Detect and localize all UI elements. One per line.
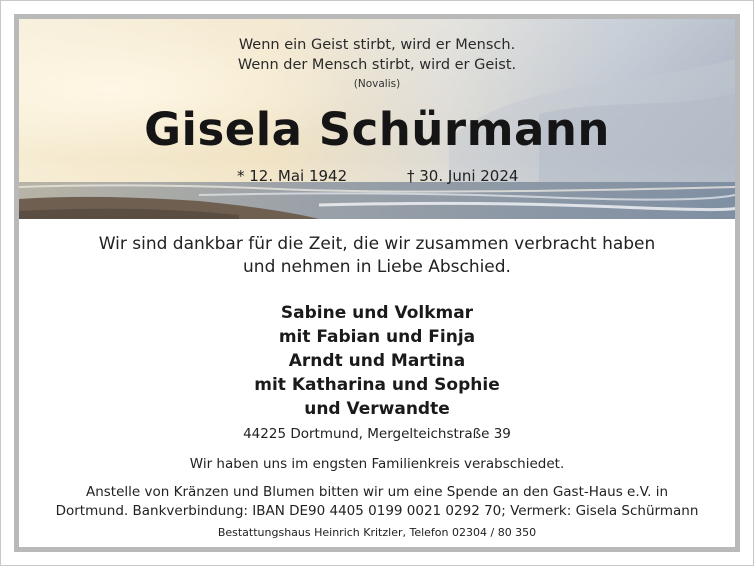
mourner-line: mit Katharina und Sophie: [254, 375, 500, 395]
quote-author: (Novalis): [353, 78, 401, 90]
hero-text-overlay: [19, 19, 735, 219]
donation-request: [19, 483, 735, 521]
donation-line-2: Dortmund. Bankverbindung: IBAN DE90 4405 0199 0021 0292 70; Vermerk: Gisela Schürmann: [55, 503, 699, 519]
deceased-name: Gisela Schürmann: [144, 103, 610, 156]
mourner-line: Sabine und Volkmar: [280, 303, 474, 323]
thanks-line-1: Wir sind dankbar für die Zeit, die wir zusammen verbracht haben: [98, 234, 656, 254]
mourner-line: mit Fabian und Finja: [278, 327, 476, 347]
quote-line-1: Wenn ein Geist stirbt, wird er Mensch.: [238, 37, 516, 53]
thanks-line-2: und nehmen in Liebe Abschied.: [243, 257, 511, 277]
quote-line-2: Wenn der Mensch stirbt, wird er Geist.: [237, 57, 517, 73]
farewell-note: Wir haben uns im engsten Familienkreis verabschiedet.: [189, 456, 565, 472]
family-address: 44225 Dortmund, Mergelteichstraße 39: [243, 426, 511, 442]
thanks-text: [19, 233, 735, 279]
birth-date: * 12. Mai 1942: [237, 167, 348, 185]
mourners-list: [19, 301, 735, 421]
death-date: † 30. Juni 2024: [407, 167, 519, 185]
notice-card: [14, 14, 740, 552]
donation-line-1: Anstelle von Kränzen und Blumen bitten wir um eine Spende an den Gast-Haus e.V. in: [85, 484, 669, 500]
funeral-home-contact: Bestattungshaus Heinrich Kritzler, Telefon 02304 / 80 350: [217, 526, 537, 539]
mourner-line: und Verwandte: [304, 399, 450, 419]
mourner-line: Arndt und Martina: [288, 351, 466, 371]
hero-seascape: [19, 19, 735, 219]
